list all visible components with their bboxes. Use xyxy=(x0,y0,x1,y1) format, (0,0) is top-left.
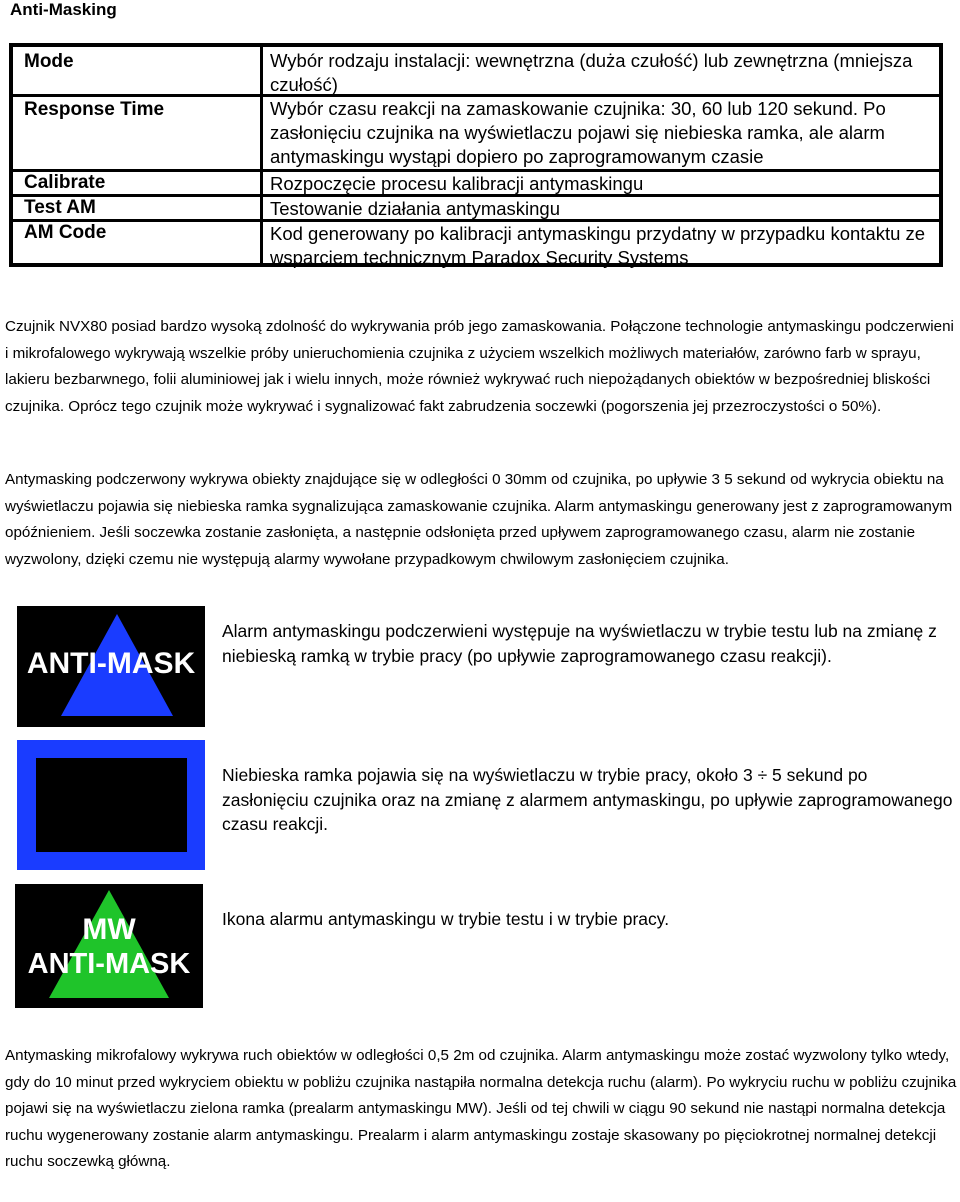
paragraph-mw-text: Antymasking mikrofalowy wykrywa ruch obiektów w odległości 0,5 2m od czujnika. Alarm antymaskingu może zostać wyzwolony tylko wtedy, gdy do 10 minut przed wykryciem obiektu w pobliżu czujnika nastąpiła normalna detekcja ruchu (alarm). Po wykryciu ruchu w pobliżu czujnika pojawi się na wyświetlaczu zielona ramka (prealarm antymaskingu MW). Jeśli od tej chwili w ciągu 90 sekund nie nastąpi normalna detekcja ruchu wygenerowany zostanie alarm antymaskingu. Prealarm i alarm antymaskingu zostaje skasowany po pięciokrotnej normalnej detekcji ruchu soczewką główną. xyxy=(5,1047,957,1170)
row-value: Wybór czasu reakcji na zamaskowanie czujnika: 30, 60 lub 120 sekund. Po zasłonięciu czujnika na wyświetlaczu pojawi się niebieska ramka, ale alarm antymaskingu wystąpi dopiero po zaprogramowanym czasie xyxy=(270,98,886,167)
anti-mask-caption: Alarm antymaskingu podczerwieni występuje na wyświetlaczu w trybie testu lub na zmianę z niebieską ramką w trybie pracy (po upływie zaprogramowanego czasu reakcji). xyxy=(222,621,937,666)
mw-anti-mask-green-triangle-icon xyxy=(15,884,203,1008)
paragraph-intro xyxy=(5,314,960,420)
mw-label: MW xyxy=(82,913,136,946)
page-title: Anti-Masking xyxy=(10,0,117,19)
blue-frame-caption: Niebieska ramka pojawia się na wyświetlaczu w trybie pracy, około 3 ÷ 5 sekund po zasłonięciu czujnika oraz na zmianę z alarmem antymaskingu, po upływie zaprogramowanego czasu reakcji. xyxy=(222,765,953,834)
blue-frame-inner xyxy=(36,758,187,852)
row-value: Rozpoczęcie procesu kalibracji antymaskingu xyxy=(270,173,644,194)
row-key: Mode xyxy=(24,51,74,72)
paragraph-intro-text: Czujnik NVX80 posiad bardzo wysoką zdolność do wykrywania prób jego zamaskowania. Połączone technologie antymaskingu podczerwieni i mikrofalowego wykrywają wszelkie próby unieruchomienia czujnika z użyciem wszelkich możliwych materiałów, zarówno farb w sprayu, lakieru bezbarwnego, folii aluminiowej jak i wielu innych, może również wykrywać ruch niepożądanych obiektów w bezpośredniej bliskości czujnika. Oprócz tego czujnik może wykrywać i sygnalizować fakt zabrudzenia soczewki (pogorszenia jej przezroczystości o 50%). xyxy=(5,318,954,415)
anti-mask-blue-triangle-icon xyxy=(17,606,205,727)
table-row-test-am xyxy=(13,197,939,222)
row-key: Calibrate xyxy=(24,172,106,193)
row-value: Testowanie działania antymaskingu xyxy=(270,198,561,219)
table-row-am-code xyxy=(13,222,939,268)
paragraph-ir-text: Antymasking podczerwony wykrywa obiekty znajdujące się w odległości 0 30mm od czujnika, po upływie 3 5 sekund od wykrycia obiektu na wyświetlaczu pojawia się niebieska ramka sygnalizująca zamaskowanie czujnika. Alarm antymaskingu generowany jest z zaprogramowanym opóźnieniem. Jeśli soczewka zostanie zasłonięta, a następnie odsłonięta przed upływem zaprogramowanego czasu, alarm nie zostanie wyzwolony, dzięki czemu nie występują alarmy wywołane przypadkowym chwilowym zasłonięciem czujnika. xyxy=(5,471,953,568)
row-value: Kod generowany po kalibracji antymaskingu przydatny w przypadku kontaktu ze wsparciem technicznym Paradox Security Systems xyxy=(270,223,926,268)
blue-frame-icon xyxy=(17,740,205,870)
mw-anti-mask-caption: Ikona alarmu antymaskingu w trybie testu i w trybie pracy. xyxy=(222,909,670,929)
anti-mask-label: ANTI-MASK xyxy=(26,647,196,680)
table-row-calibrate xyxy=(13,172,939,197)
row-value: Wybór rodzaju instalacji: wewnętrzna (duża czułość) lub zewnętrzna (mniejsza czułość) xyxy=(270,50,913,95)
row-key: Response Time xyxy=(24,99,165,120)
paragraph-mw-antimasking xyxy=(5,1043,960,1176)
row-key: Test AM xyxy=(24,197,96,218)
anti-mask-triangle-graphic xyxy=(17,606,205,727)
row-key: AM Code xyxy=(24,222,107,243)
table-row-response-time xyxy=(13,97,939,172)
settings-table xyxy=(9,43,943,267)
mw-anti-mask-triangle-graphic xyxy=(15,884,203,1008)
paragraph-ir-antimasking xyxy=(5,467,960,573)
table-row-mode xyxy=(13,47,939,97)
mw-anti-mask-label: ANTI-MASK xyxy=(27,948,191,980)
